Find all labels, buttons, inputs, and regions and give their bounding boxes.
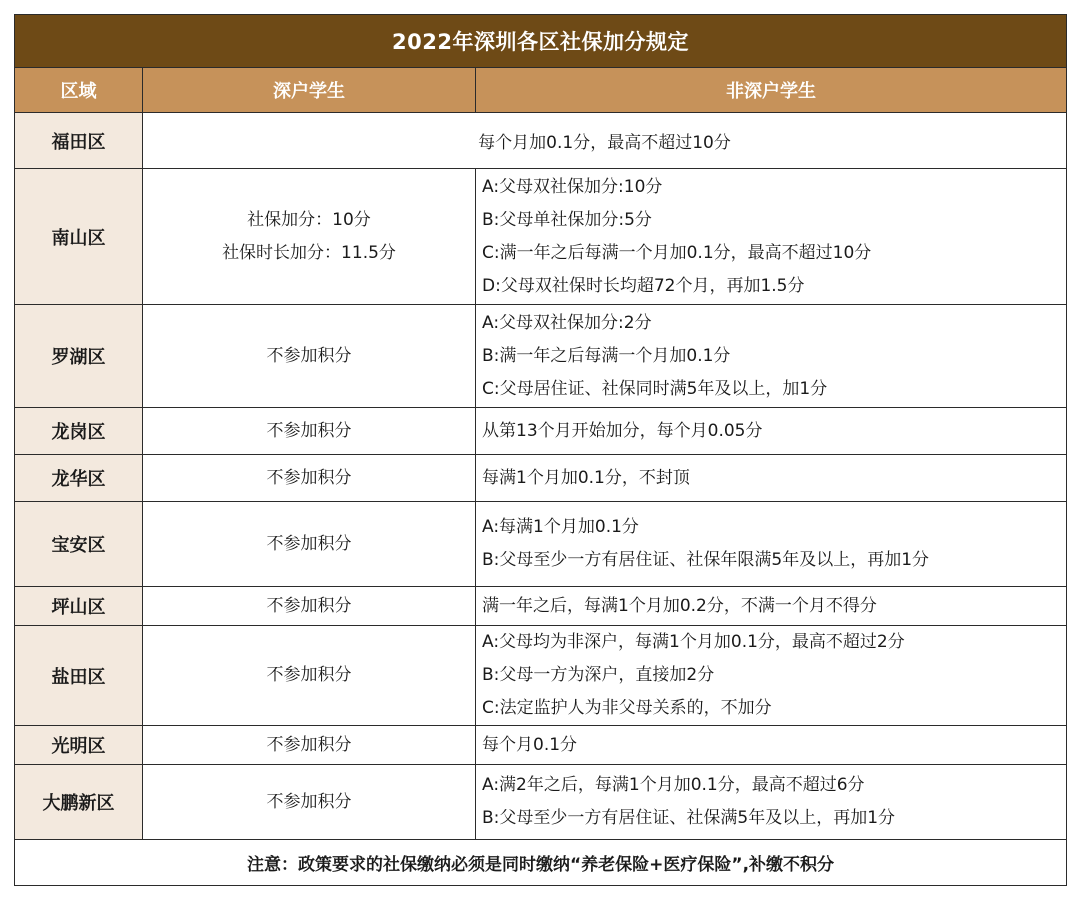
nonlocal-rule-line: A:父母双社保加分:10分 xyxy=(482,176,663,197)
region-cell: 盐田区 xyxy=(15,626,143,726)
region-cell: 龙岗区 xyxy=(15,408,143,455)
nonlocal-rule-line: B:父母至少一方有居住证、社保满5年及以上，再加1分 xyxy=(482,808,896,828)
nonlocal-rule-line: B:父母单社保加分:5分 xyxy=(482,209,652,230)
local-students-cell xyxy=(143,626,476,726)
table-title: 2022年深圳各区社保加分规定 xyxy=(15,15,1067,68)
local-students-cell xyxy=(143,765,476,840)
region-cell: 龙华区 xyxy=(15,455,143,502)
note-row xyxy=(15,840,1067,886)
table-row xyxy=(15,305,1067,408)
table-row xyxy=(15,726,1067,765)
nonlocal-students-cell xyxy=(476,726,1067,765)
region-cell: 坪山区 xyxy=(15,587,143,626)
local-rule-line: 社保加分：10分 xyxy=(247,209,371,230)
local-rule-line: 不参加积分 xyxy=(266,467,352,488)
table-row xyxy=(15,765,1067,840)
local-rule-line: 不参加积分 xyxy=(266,595,352,616)
local-students-cell xyxy=(143,408,476,455)
nonlocal-students-cell xyxy=(476,765,1067,840)
nonlocal-rule-line: C:满一年之后每满一个月加0.1分，最高不超过10分 xyxy=(482,242,872,263)
header-row xyxy=(15,68,1067,113)
nonlocal-rule-line: A:父母双社保加分:2分 xyxy=(482,312,652,333)
table-row xyxy=(15,408,1067,455)
policy-table xyxy=(14,14,1067,886)
local-rule-line: 不参加积分 xyxy=(266,734,352,755)
nonlocal-rule-line: B:满一年之后每满一个月加0.1分 xyxy=(482,345,731,366)
region-cell: 大鹏新区 xyxy=(15,765,143,840)
nonlocal-rule-line: D:父母双社保时长均超72个月，再加1.5分 xyxy=(482,275,805,296)
region-cell: 宝安区 xyxy=(15,502,143,587)
local-students-cell xyxy=(143,587,476,626)
local-rule-line: 不参加积分 xyxy=(266,533,352,554)
table-row xyxy=(15,626,1067,726)
local-students-cell xyxy=(143,502,476,587)
table-row xyxy=(15,113,1067,169)
header-nonlocal-students: 非深户学生 xyxy=(476,68,1067,113)
local-rule-line: 社保时长加分：11.5分 xyxy=(222,242,396,263)
nonlocal-rule-line: A:每满1个月加0.1分 xyxy=(482,517,639,537)
region-cell: 罗湖区 xyxy=(15,305,143,408)
nonlocal-rule-line: A:满2年之后，每满1个月加0.1分，最高不超过6分 xyxy=(482,775,865,795)
nonlocal-rule-line: 每满1个月加0.1分，不封顶 xyxy=(482,467,690,488)
local-rule-line: 不参加积分 xyxy=(266,665,352,685)
nonlocal-rule-line: C:父母居住证、社保同时满5年及以上，加1分 xyxy=(482,378,828,399)
region-cell: 福田区 xyxy=(15,113,143,169)
nonlocal-rule-line: A:父母均为非深户，每满1个月加0.1分，最高不超过2分 xyxy=(482,632,905,652)
local-rule-line: 不参加积分 xyxy=(266,420,352,441)
table-row xyxy=(15,455,1067,502)
nonlocal-rule-line: B:父母至少一方有居住证、社保年限满5年及以上，再加1分 xyxy=(482,550,930,570)
policy-table-wrapper xyxy=(14,14,1066,886)
header-region: 区域 xyxy=(15,68,143,113)
local-students-cell xyxy=(143,305,476,408)
policy-note: 注意：政策要求的社保缴纳必须是同时缴纳“养老保险+医疗保险”,补缴不积分 xyxy=(15,840,1067,886)
nonlocal-students-cell xyxy=(476,169,1067,305)
table-row xyxy=(15,587,1067,626)
nonlocal-students-cell xyxy=(476,587,1067,626)
nonlocal-rule-line: C:法定监护人为非父母关系的，不加分 xyxy=(482,698,772,718)
nonlocal-students-cell xyxy=(476,626,1067,726)
nonlocal-students-cell xyxy=(476,502,1067,587)
nonlocal-students-cell xyxy=(476,408,1067,455)
local-rule-line: 不参加积分 xyxy=(266,791,352,812)
nonlocal-rule-line: 从第13个月开始加分，每个月0.05分 xyxy=(482,420,763,441)
nonlocal-students-cell xyxy=(476,305,1067,408)
nonlocal-rule-line: 满一年之后，每满1个月加0.2分，不满一个月不得分 xyxy=(482,595,877,616)
header-local-students: 深户学生 xyxy=(143,68,476,113)
region-cell: 南山区 xyxy=(15,169,143,305)
local-students-cell xyxy=(143,455,476,502)
table-row xyxy=(15,502,1067,587)
merged-rule-cell: 每个月加0.1分，最高不超过10分 xyxy=(143,113,1067,169)
nonlocal-students-cell xyxy=(476,455,1067,502)
local-students-cell xyxy=(143,169,476,305)
nonlocal-rule-line: B:父母一方为深户，直接加2分 xyxy=(482,665,715,685)
local-students-cell xyxy=(143,726,476,765)
region-cell: 光明区 xyxy=(15,726,143,765)
table-row xyxy=(15,169,1067,305)
local-rule-line: 不参加积分 xyxy=(266,345,352,366)
nonlocal-rule-line: 每个月0.1分 xyxy=(482,734,578,755)
